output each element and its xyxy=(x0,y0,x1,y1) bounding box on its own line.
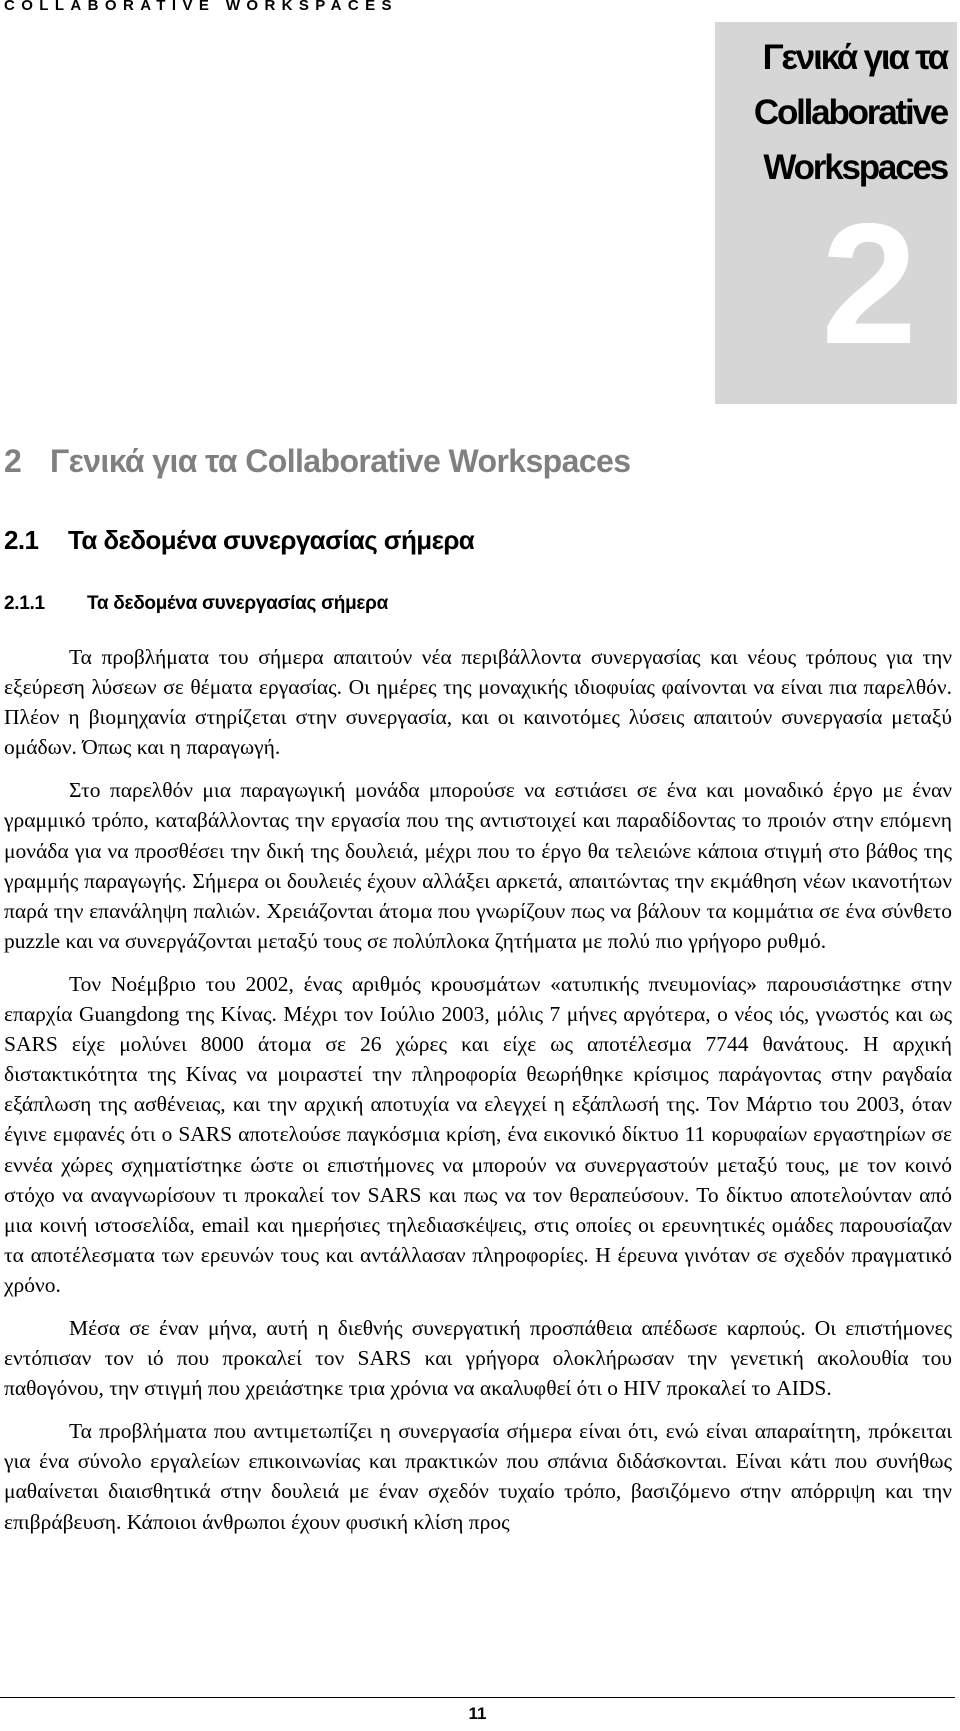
subsection-heading-number: 2.1.1 xyxy=(4,593,45,614)
paragraph: Στο παρελθόν μια παραγωγική μονάδα μπορούσε να εστιάσει σε ένα και μοναδικό έργο με έναν γραμμικό τρόπο, καταβάλλοντας την εργασία που της αντιστοιχεί και παραδίδοντας το προιόν στην επόμενη μονάδα για να προσθέσει την δική της δουλειά, μέχρι που το έργο θα τελειώνε κάποια στιγμή στο βάθος της γραμμής παραγωγής. Σήμερα οι δουλειές έχουν αλλάξει αρκετά, απαιτώντας την εκμάθηση νέων ικανοτήτων παρά την επανάληψη παλιών. Χρειάζονται άτομα που γνωρίζουν πως να βάλουν τα κομμάτια σε ένα σύνθετο puzzle και να συνεργάζονται μεταξύ τους σε πολύπλοκα ζητήματα με πολύ πιο γρήγορο ρυθμό. xyxy=(4,778,952,953)
section-heading-number: 2.1 xyxy=(4,525,39,555)
subsection-heading xyxy=(4,592,388,616)
chapter-title-box xyxy=(715,22,957,404)
chapter-box-title xyxy=(717,30,947,195)
chapter-heading-text: Γενικά για τα Collaborative Workspaces xyxy=(50,443,631,479)
footer-rule xyxy=(0,1697,955,1698)
chapter-number: 2 xyxy=(821,188,917,380)
section-heading xyxy=(4,524,474,556)
chapter-box-title-line: Collaborative xyxy=(753,93,947,132)
chapter-heading xyxy=(4,442,630,480)
running-header: COLLABORATIVE WORKSPACES xyxy=(4,0,398,14)
paragraph: Τα προβλήματα του σήμερα απαιτούν νέα περιβάλλοντα συνεργασίας και νέους τρόπους για την εξεύρεση λύσεων σε θέματα εργασίας. Οι ημέρες της μοναχικής ιδιοφυίας φαίνονται να είναι πια παρελθόν. Πλέον η βιομηχανία στηρίζεται στην συνεργασία, και οι καινοτόμες λύσεις απαιτούν συνεργασία μεταξύ ομάδων. Όπως και η παραγωγή. xyxy=(4,645,952,760)
chapter-box-title-line: Workspaces xyxy=(763,148,947,187)
page-number: 11 xyxy=(468,1704,487,1723)
paragraph: Τον Νοέμβριο του 2002, ένας αριθμός κρουσμάτων «ατυπικής πνευμονίας» παρουσιάστηκε στην επαρχία Guangdong της Κίνας. Μέχρι τον Ιούλιο 2003, μόλις 7 μήνες αργότερα, ο νέος ιός, γνωστός και ως SARS είχε μολύνει 8000 άτομα σε 26 χώρες και είχε ως αποτέλεσμα 7744 θανάτους. Η αρχική διστακτικότητα της Κίνας να μοιραστεί την πληροφορία θεωρήθηκε κρίσιμος παράγοντας στην ραγδαία εξάπλωση της ασθένειας, και την αρχική αποτυχία να ελεγχεί η εξάπλωσή της. Τον Μάρτιο του 2003, όταν έγινε εμφανές ότι ο SARS αποτελούσε παγκόσμια κρίση, ένα εικονικό δίκτυο 11 κορυφαίων εργαστηρίων σε εννέα χώρες σχηματίστηκε ώστε οι επιστήμονες να μπορούν να συνεργαστούν μεταξύ τους, με τον κοινό στόχο να αναγνωρίσουν τι προκαλεί τον SARS και πως να τον θεραπεύσουν. Το δίκτυο αποτελούνταν από μια κοινή ιστοσελίδα, email και ημερήσιες τηλεδιασκέψεις, στις οποίες οι ερευνητικές ομάδες παρουσίαζαν τα αποτέλεσματα των ερευνών τους και αντάλλασαν πληροφορίες. Η έρευνα γινόταν σε σχεδόν πραγματικό χρόνο. xyxy=(4,971,952,1297)
chapter-box-title-line: Γενικά για τα xyxy=(762,38,947,77)
section-heading-text: Τα δεδομένα συνεργασίας σήμερα xyxy=(68,525,475,555)
body-text xyxy=(4,642,952,1550)
paragraph: Τα προβλήματα που αντιμετωπίζει η συνεργασία σήμερα είναι ότι, ενώ είναι απαραίτητη, πρόκειται για ένα σύνολο εργαλείων επικοινωνίας και πρακτικών που σπάνια διδάσκονται. Είναι κάτι που συνήθως μαθαίνεται διαισθητικά στην δουλειά με έναν σχεδόν τυχαίο τρόπο, βασιζόμενο στην απόρριψη και την επιβράβευση. Κάποιοι άνθρωποι έχουν φυσική κλίση προς xyxy=(4,1419,952,1534)
chapter-heading-number: 2 xyxy=(4,443,22,479)
subsection-heading-text: Τα δεδομένα συνεργασίας σήμερα xyxy=(87,593,388,614)
paragraph: Μέσα σε έναν μήνα, αυτή η διεθνής συνεργατική προσπάθεια απέδωσε καρπούς. Οι επιστήμονες εντόπισαν τον ιό που προκαλεί τον SARS και γρήγορα ολοκλήρωσαν την γενετική ακολουθία του παθογόνου, την στιγμή που χρειάστηκε τρια χρόνια να ακαλυφθεί ότι ο HIV προκαλεί το AIDS. xyxy=(4,1315,952,1401)
